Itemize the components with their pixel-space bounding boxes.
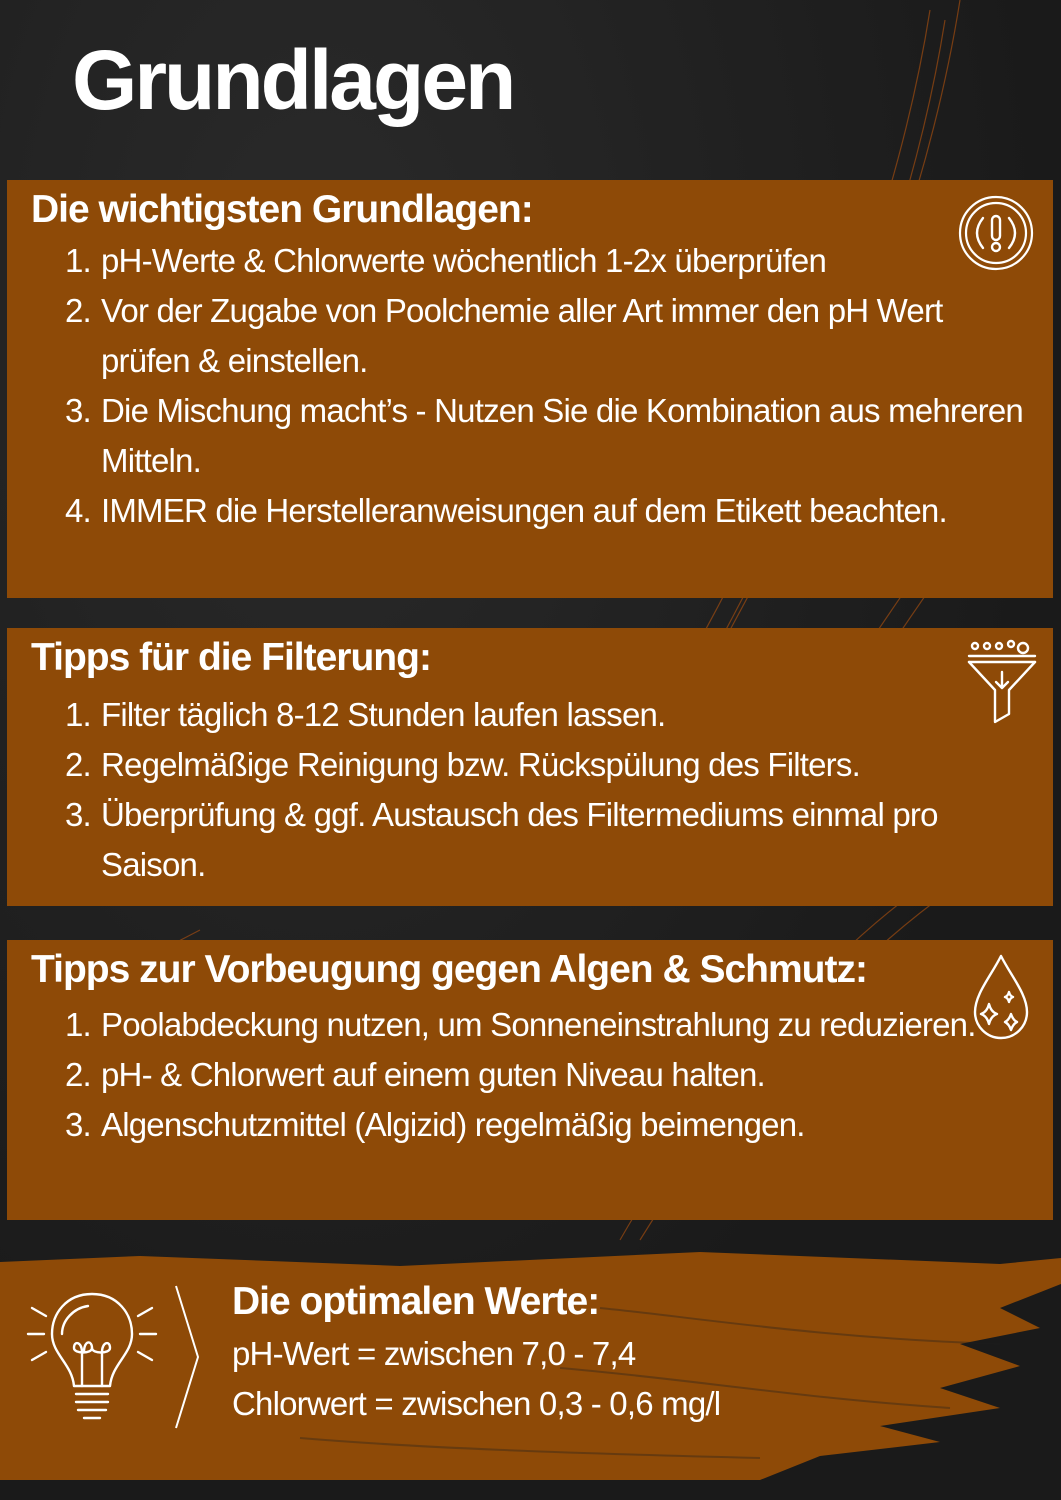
list-item xyxy=(65,690,1023,740)
optimal-values-heading: Die optimalen Werte: xyxy=(232,1280,600,1323)
list-item xyxy=(65,790,1023,890)
basics-list xyxy=(65,236,1023,536)
list-number: 3. xyxy=(65,1106,91,1143)
list-text: Filter täglich 8-12 Stunden laufen lassen. xyxy=(101,696,666,733)
list-item xyxy=(65,1000,1023,1050)
list-number: 1. xyxy=(65,242,91,279)
list-number: 3. xyxy=(65,392,91,429)
list-item xyxy=(65,1100,1023,1150)
section-filtering xyxy=(7,628,1053,906)
list-text: Regelmäßige Reinigung bzw. Rückspülung des Filters. xyxy=(101,746,860,783)
list-number: 1. xyxy=(65,696,91,733)
section-heading: Tipps für die Filterung: xyxy=(31,636,431,679)
list-text: Algenschutzmittel (Algizid) regelmäßig beimengen. xyxy=(101,1106,805,1143)
list-item xyxy=(65,236,1023,286)
section-heading: Tipps zur Vorbeugung gegen Algen & Schmutz: xyxy=(31,948,867,991)
list-text: Überprüfung & ggf. Austausch des Filtermediums einmal pro Saison. xyxy=(101,796,938,883)
list-item xyxy=(65,486,1023,536)
section-heading: Die wichtigsten Grundlagen: xyxy=(31,188,533,231)
list-number: 3. xyxy=(65,796,91,833)
list-text: Vor der Zugabe von Poolchemie aller Art immer den pH Wert prüfen & einstellen. xyxy=(101,292,943,379)
list-item xyxy=(65,386,1023,486)
section-prevention xyxy=(7,940,1053,1220)
list-text: IMMER die Herstelleranweisungen auf dem Etikett beachten. xyxy=(101,492,947,529)
page-title: Grundlagen xyxy=(72,33,514,127)
list-number: 2. xyxy=(65,292,91,329)
chevron-divider xyxy=(172,1282,202,1432)
filtering-list xyxy=(65,690,1023,890)
list-text: pH- & Chlorwert auf einem guten Niveau halten. xyxy=(101,1056,765,1093)
list-item xyxy=(65,1050,1023,1100)
optimal-chlorine-value: Chlorwert = zwischen 0,3 - 0,6 mg/l xyxy=(232,1385,721,1422)
list-number: 4. xyxy=(65,492,91,529)
list-text: Die Mischung macht’s - Nutzen Sie die Kombination aus mehreren Mitteln. xyxy=(101,392,1023,479)
prevention-list xyxy=(65,1000,1023,1150)
list-number: 1. xyxy=(65,1006,91,1043)
list-text: Poolabdeckung nutzen, um Sonneneinstrahlung zu reduzieren. xyxy=(101,1006,976,1043)
list-text: pH-Werte & Chlorwerte wöchentlich 1-2x überprüfen xyxy=(101,242,827,279)
list-item xyxy=(65,286,1023,386)
section-basics xyxy=(7,180,1053,598)
list-number: 2. xyxy=(65,1056,91,1093)
list-item xyxy=(65,740,1023,790)
optimal-ph-value: pH-Wert = zwischen 7,0 - 7,4 xyxy=(232,1335,636,1372)
list-number: 2. xyxy=(65,746,91,783)
lightbulb-icon xyxy=(22,1282,162,1427)
